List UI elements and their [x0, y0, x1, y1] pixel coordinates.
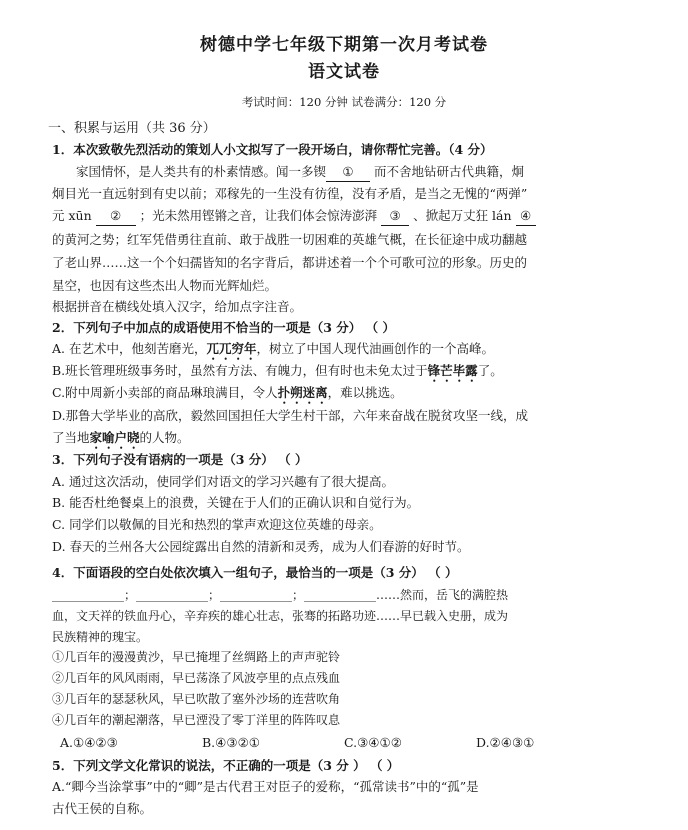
q4-passage-line2: 血，文天祥的铁血丹心，辛弃疾的雄心壮志，张骞的拓路功迹……早已载入史册，成为: [52, 609, 509, 623]
q1-line4: 的黄河之势；红军凭借勇往直前、敢于战胜一切困难的英雄气概，在长征途中成功翻越: [52, 232, 528, 247]
q2-option-d-line2: 了当地家喻户晓的人物。: [52, 430, 190, 445]
section-heading: 一、积累与运用（共 36 分）: [48, 121, 216, 136]
q1-line1: 家国情怀，是人类共有的朴素情感。闻一多锲 ① 而不舍地钻研古代典籍，炯: [76, 163, 524, 186]
q2-option-d-line1: D.那鲁大学毕业的高欣，毅然回国担任大学生村干部，六年来奋战在脱贫攻坚一线，成: [52, 408, 529, 423]
q4-sentence-2: ②几百年的风风雨雨，早已荡涤了风波亭里的点点残血: [52, 671, 341, 685]
q2-option-a: A. 在艺术中，他刻苦磨光，兀兀穷年，树立了中国人现代油画创作的一个高峰。: [52, 341, 495, 356]
q4-sentence-4: ④几百年的潮起潮落，早已湮没了零丁洋里的阵阵叹息: [52, 713, 341, 727]
q1-line5: 了老山界……这一个个妇孺皆知的名字背后，都讲述着一个个可歌可泣的形象。历史的: [52, 255, 528, 270]
q1-line6: 星空，也因有这些杰出人物而光辉灿烂。: [52, 278, 278, 293]
q5-option-a-line2: 古代王侯的自称。: [52, 801, 153, 816]
q4-passage-line1: ____________；____________；____________；____________……然而，岳飞的满腔热: [52, 588, 509, 602]
q2-stem: 2．下列句子中加点的成语使用不恰当的一项是（3 分） （ ）: [52, 320, 395, 335]
q1-blank-3: ③: [381, 207, 409, 226]
q1-blank-2: ②: [96, 207, 136, 226]
q4-answer-c: C.③④①②: [344, 735, 402, 750]
q3-option-d: D. 春天的兰州各大公园绽露出自然的清新和灵秀，成为人们春游的好时节。: [52, 539, 470, 554]
q2-idiom-d: 家喻户晓: [89, 430, 140, 445]
q1-stem: 1．本次致敬先烈活动的策划人小文拟写了一段开场白，请你帮忙完善。（4 分）: [52, 142, 493, 157]
q1-instruction: 根据拼音在横线处填入汉字，给加点字注音。: [52, 299, 303, 314]
q3-stem: 3．下列句子没有语病的一项是（3 分） （ ）: [52, 452, 308, 467]
q4-answer-d: D.②④③①: [476, 735, 535, 750]
q2-option-b: B.班长管理班级事务时，虽然有方法、有魄力，但有时也未免太过于锋芒毕露了。: [52, 363, 503, 378]
exam-title: 树德中学七年级下期第一次月考试卷: [200, 35, 488, 55]
q3-option-c: C. 同学们以敬佩的目光和热烈的掌声欢迎这位英雄的母亲。: [52, 517, 382, 532]
q5-stem: 5．下列文学文化常识的说法，不正确的一项是（3 分 ） （ ）: [52, 758, 400, 773]
q4-sentence-3: ③几百年的瑟瑟秋风，早已吹散了塞外沙场的连营吹角: [52, 692, 341, 706]
q2-idiom-c: 扑朔迷离: [277, 385, 328, 400]
q1-blank-1: ①: [326, 163, 370, 182]
q4-answer-a: A.①④②③: [60, 735, 118, 750]
q4-passage-line3: 民族精神的瑰宝。: [52, 630, 149, 644]
q4-answer-b: B.④③②①: [202, 735, 260, 750]
q2-option-c: C.附中周新小卖部的商品琳琅满目，令人扑朔迷离，难以挑选。: [52, 385, 403, 400]
exam-info: 考试时间：120 分钟 试卷满分：120 分: [241, 95, 447, 109]
q1-line2: 炯目光一直远射到有史以前；邓稼先的一生没有彷徨，没有矛盾，是当之无愧的“两弹”: [52, 186, 528, 201]
q2-idiom-b: 锋芒毕露: [427, 363, 478, 378]
q3-option-b: B. 能否杜绝餐桌上的浪费，关键在于人们的正确认识和自觉行为。: [52, 495, 420, 510]
q3-option-a: A. 通过这次活动，使同学们对语文的学习兴趣有了很大提高。: [52, 474, 394, 489]
q2-idiom-a: 兀兀穷年: [206, 341, 257, 356]
exam-subtitle: 语文试卷: [308, 62, 380, 82]
q1-line3: 元 xūn ② ；光未然用铿锵之音，让我们体会惊涛澎湃 ③ 、掀起万丈狂 lán ④: [52, 207, 536, 226]
q4-sentence-1: ①几百年的漫漫黄沙，早已掩埋了丝绸路上的声声驼铃: [52, 650, 341, 664]
q5-option-a-line1: A.“卿今当涂掌事”中的“卿”是古代君王对臣子的爱称，“孤常读书”中的“孤”是: [52, 779, 479, 794]
q1-blank-4: ④: [516, 207, 536, 226]
q4-stem: 4．下面语段的空白处依次填入一组句子，最恰当的一项是（3 分） （ ）: [52, 565, 458, 580]
